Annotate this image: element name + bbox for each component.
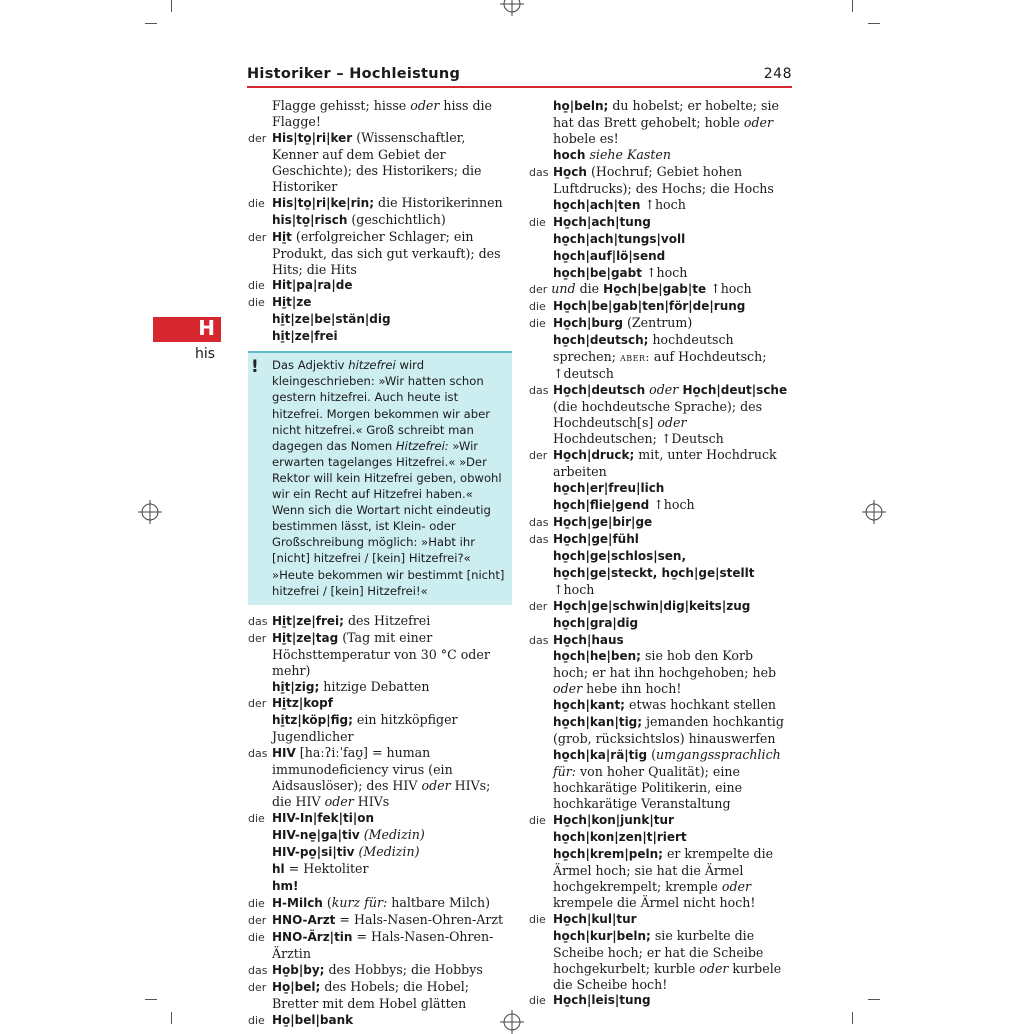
dictionary-entry	[248, 328, 512, 345]
dictionary-entry	[529, 514, 792, 531]
headword: HIV-In|fek|ti|on	[272, 811, 375, 826]
headword: Ho̱ch|deut|sche	[678, 383, 788, 398]
italic-note: (Medizin)	[359, 827, 425, 843]
headword: His|to̱|ri|ke|rin;	[272, 195, 375, 210]
note-text: wird kleingeschrieben: »Wir hatten schon gestern hitzefrei. Auch heute ist hitzefrei. Morgen bekommen wir aber nicht hitzefrei.« Groß schreibt man dagegen das Nomen	[272, 358, 490, 453]
article: der	[529, 283, 548, 297]
dictionary-entry	[248, 962, 512, 979]
dictionary-entry	[248, 277, 512, 294]
dictionary-entry	[529, 480, 792, 497]
dictionary-entry	[248, 912, 512, 929]
italic-note: oder	[410, 98, 440, 113]
crop-mark	[852, 0, 853, 12]
article: die	[529, 994, 546, 1008]
crop-mark	[145, 999, 157, 1000]
headword: hi̱t|ze|be|stän|dig	[272, 312, 391, 327]
headword: hi̱tz|köp|fig;	[272, 713, 353, 728]
headword: H-Milch	[272, 895, 323, 910]
dictionary-entry	[248, 613, 512, 630]
article: das	[529, 165, 549, 179]
dictionary-entry	[248, 195, 512, 212]
headword: ho̱ch|gra|dig	[553, 615, 639, 630]
italic-note: oder	[421, 778, 451, 794]
italic-note: (Medizin)	[354, 844, 420, 860]
italic-note: siehe Kasten	[589, 146, 671, 162]
dictionary-entry	[529, 928, 792, 993]
dictionary-entry	[529, 197, 792, 214]
definition: ↑hoch	[649, 496, 695, 512]
headword: Hi̱t|ze|tag	[272, 630, 339, 645]
dictionary-entry	[529, 697, 792, 714]
headword: ho̱ch|flie|gend	[553, 497, 650, 512]
headword: his|to̱|risch	[272, 212, 348, 227]
headword: ho̱ch|auf|lö|send	[553, 248, 666, 263]
definition: (	[322, 894, 332, 910]
definition: hochdeutsch sprechen;	[553, 332, 734, 365]
headword: ho̱ch|kon|zen|t|riert	[553, 829, 687, 844]
definition: (geschichtlich)	[347, 211, 446, 227]
headword: HIV-po̱|si|tiv	[272, 845, 355, 860]
left-column	[248, 98, 512, 1029]
definition: [haːʔiːˈfaʊ̯] = human immunodeficiency virus (ein Aidsauslöser); des HIV	[272, 745, 453, 794]
entry-list	[248, 613, 512, 1029]
article: die	[529, 813, 546, 827]
definition: etwas hochkant stellen	[624, 697, 777, 713]
dictionary-entry	[529, 231, 792, 248]
headword: ho̱ch|ge|schlos|sen, ho̱ch|ge|steckt, ho̱ch|ge|stellt	[553, 548, 755, 580]
dictionary-entry	[529, 332, 792, 382]
article: die	[529, 912, 546, 926]
article: das	[248, 614, 268, 628]
headword: Ho̱ch|haus	[553, 632, 624, 647]
dictionary-entry	[529, 98, 792, 147]
entry-list	[248, 98, 512, 345]
headword: hm!	[272, 878, 299, 893]
headword: Ho̱ch|leis|tung	[553, 993, 651, 1008]
headword: Hi̱t	[272, 229, 292, 244]
article: das	[529, 384, 549, 398]
headword: ho̱ch|ach|tungs|voll	[553, 231, 686, 246]
conjunction: und	[551, 281, 576, 297]
article: der	[529, 449, 548, 463]
dictionary-entry	[529, 248, 792, 265]
headword: HNO-Ärz|tin	[272, 929, 353, 944]
definition: des Hobels; die Hobel; Bretter mit dem Hobel glätten	[272, 978, 470, 1011]
headword: Ho̱ch	[553, 164, 587, 179]
article: die	[248, 196, 265, 210]
italic-note: kurz für:	[331, 894, 388, 910]
dictionary-entry	[248, 695, 512, 712]
registration-mark-icon	[500, 0, 524, 16]
headword: Ho̱ch|be|gab|ten|för|de|rung	[553, 299, 746, 314]
definition: krempele die Ärmel nicht hoch!	[553, 894, 756, 910]
definition: ↑hoch	[706, 281, 752, 297]
dictionary-entry	[248, 679, 512, 696]
dictionary-entry	[529, 548, 792, 598]
italic-note: oder	[721, 878, 751, 894]
dictionary-entry	[248, 98, 512, 130]
headword: ho̱ch|deutsch;	[553, 333, 649, 348]
definition: (Zentrum)	[622, 315, 693, 331]
article: der	[248, 230, 267, 244]
dictionary-entry	[529, 214, 792, 231]
definition: sie kurbelte die Scheibe hoch; er hat die Scheibe hochgekurbelt; kurble	[553, 927, 764, 976]
note-emphasis: hitzefrei	[348, 358, 396, 373]
entry-list	[529, 98, 792, 1009]
definition: auf Hochdeutsch; ↑deutsch	[553, 349, 767, 382]
article: die	[248, 296, 265, 310]
definition: = Hals-Nasen-Ohren-Ärztin	[272, 928, 494, 961]
dictionary-entry	[529, 911, 792, 928]
definition: = Hektoliter	[284, 861, 369, 876]
dictionary-entry	[248, 712, 512, 745]
dictionary-entry	[529, 531, 792, 548]
dictionary-entry	[529, 164, 792, 197]
dictionary-entry	[248, 929, 512, 962]
definition: (	[647, 747, 657, 763]
definition: des Hobbys; die Hobbys	[324, 961, 483, 977]
headword: His|to̱|ri|ker	[272, 130, 353, 145]
thumb-index-label: his	[195, 346, 216, 362]
dictionary-entry	[248, 844, 512, 861]
dictionary-entry	[529, 615, 792, 632]
definition: die Historikerinnen	[374, 194, 503, 210]
definition: hobele es!	[553, 130, 619, 146]
headword: Ho̱ch|burg	[553, 316, 623, 331]
dictionary-entry	[529, 447, 792, 480]
article: die	[248, 930, 265, 944]
crop-mark	[171, 1012, 172, 1024]
note-box	[248, 351, 512, 604]
headword: Ho̱ch|kon|junk|tur	[553, 812, 674, 827]
definition: (erfolgreicher Schlager; ein Produkt, das sich gut verkauft); des Hits; die Hits	[272, 228, 501, 277]
article: der	[248, 980, 267, 994]
dictionary-entry	[248, 1012, 512, 1029]
dictionary-entry	[248, 212, 512, 229]
page-number: 248	[763, 66, 792, 82]
dictionary-entry	[248, 878, 512, 895]
article: das	[248, 963, 268, 977]
headword: Hi̱tz|kopf	[272, 696, 333, 711]
dictionary-entry	[248, 810, 512, 827]
right-column	[529, 98, 792, 1009]
note-emphasis: Hitzefrei:	[395, 438, 449, 453]
headword: Ho̱ch|ach|tung	[553, 214, 651, 229]
italic-note: oder	[553, 681, 583, 697]
headword: ho̱ch|ka|rä|tig	[553, 748, 648, 763]
article: das	[529, 532, 549, 546]
dictionary-entry	[248, 311, 512, 328]
definition: du hobelst; er hobelte; sie hat das Brett gehobelt; hoble	[553, 98, 779, 130]
definition: er krempelte die Ärmel hoch; sie hat die Ärmel hochgekrempelt; kremple	[553, 845, 774, 894]
italic-note: umgangssprachlich für:	[553, 747, 781, 780]
dictionary-entry	[248, 630, 512, 679]
headword: Hi̱t|ze	[272, 295, 312, 310]
headword: ho̱ch|he|ben;	[553, 649, 641, 664]
dictionary-entry	[248, 861, 512, 878]
running-head-title: Historiker – Hochleistung	[247, 66, 461, 82]
crop-mark	[868, 999, 880, 1000]
definition: hitzige Debatten	[319, 678, 430, 694]
definition: (die hochdeutsche Sprache); des Hochdeutsch[s]	[553, 399, 763, 431]
definition: kurbele die Scheibe hoch!	[553, 960, 782, 992]
definition: von hoher Qualität); eine hochkarätige Politikerin, eine hochkarätige Veranstaltung	[553, 764, 743, 812]
dictionary-entry	[248, 827, 512, 844]
definition: mit, unter Hochdruck arbeiten	[553, 447, 777, 479]
dictionary-entry	[529, 648, 792, 697]
headword: hoch	[553, 147, 586, 162]
dictionary-entry	[529, 812, 792, 829]
definition: (Hochruf; Gebiet hohen Luftdrucks); des Hochs; die Hochs	[553, 163, 774, 196]
article: die	[248, 812, 265, 826]
headword: ho̱ch|ach|ten	[553, 197, 641, 212]
article: die	[529, 317, 546, 331]
italic-note: oder	[649, 382, 679, 398]
headword: Ho̱ch|kul|tur	[553, 911, 637, 926]
headword: HNO-Arzt	[272, 912, 336, 927]
definition: (Wissenschaftler, Kenner auf dem Gebiet der Geschichte); des Historikers; die Historiker	[272, 129, 482, 194]
dictionary-entry	[248, 294, 512, 311]
headword: ho̱ch|kan|tig;	[553, 715, 643, 730]
definition: ↑hoch	[640, 196, 686, 212]
headword: HIV-ne̱|ga|tiv	[272, 828, 360, 843]
headword: ho̱ch|krem|peln;	[553, 846, 663, 861]
thumb-index-tab	[153, 317, 221, 342]
article: der	[248, 697, 267, 711]
definition: hebe ihn hoch!	[582, 681, 682, 697]
article: der	[529, 599, 548, 613]
dictionary-entry	[529, 632, 792, 649]
headword: Hit|pa|ra|de	[272, 278, 353, 293]
registration-mark-icon	[862, 500, 886, 524]
headword: Ho̱ch|ge|schwin|dig|keits|zug	[553, 598, 751, 613]
crop-mark	[852, 1012, 853, 1024]
definition: sie hob den Korb hoch; er hat ihn hochgehoben; heb	[553, 648, 777, 681]
thumb-index-letter: H	[198, 316, 215, 340]
definition: jemanden hochkantig (grob, rücksichtslos) hinauswerfen	[553, 714, 784, 747]
note-text: Das Adjektiv	[272, 358, 349, 373]
headword: ho̱ch|be|gabt	[553, 265, 642, 280]
headword: Hi̱t|ze|frei;	[272, 613, 344, 628]
headword: Ho̱ch|be|gab|te	[603, 282, 707, 297]
headword: hi̱t|ze|frei	[272, 329, 338, 344]
dictionary-entry	[529, 714, 792, 747]
definition: hiss die Flagge!	[272, 98, 493, 129]
definition: ein hitzköpfiger Jugendlicher	[272, 712, 458, 745]
italic-note: oder	[324, 794, 354, 810]
italic-note: oder	[657, 415, 687, 431]
definition: HIVs	[353, 794, 390, 810]
registration-mark-icon	[138, 500, 162, 524]
dictionary-entry	[529, 382, 792, 447]
dictionary-entry	[248, 130, 512, 195]
article: das	[248, 747, 268, 761]
definition: = Hals-Nasen-Ohren-Arzt	[335, 911, 504, 927]
italic-note: oder	[743, 114, 773, 130]
headword: Ho̱ch|ge|bir|ge	[553, 514, 653, 529]
dictionary-entry	[248, 979, 512, 1012]
headword: Ho̱|bel|bank	[272, 1012, 354, 1027]
headword: HIV	[272, 746, 296, 761]
headword: ho̱|beln;	[553, 99, 609, 113]
dictionary-entry	[529, 497, 792, 514]
dictionary-entry	[529, 992, 792, 1009]
headword: ho̱ch|kur|beln;	[553, 928, 651, 943]
dictionary-entry	[529, 598, 792, 615]
entry-prefix	[551, 281, 603, 296]
article: der	[248, 913, 267, 927]
definition: (Tag mit einer Höchsttemperatur von 30 °C oder mehr)	[272, 629, 490, 678]
headword: hl	[272, 862, 285, 876]
definition: Flagge gehisst; hisse	[272, 98, 411, 113]
dictionary-entry	[529, 265, 792, 282]
italic-note: oder	[699, 960, 729, 976]
definition: Hochdeutschen; ↑Deutsch	[553, 431, 724, 447]
headword: ho̱ch|er|freu|lich	[553, 480, 665, 495]
running-head	[247, 64, 792, 88]
dictionary-entry	[248, 745, 512, 810]
article: die	[248, 279, 265, 293]
dictionary-entry	[529, 829, 792, 846]
dictionary-entry	[529, 147, 792, 164]
article: die	[579, 281, 600, 297]
headword: Ho̱|bel;	[272, 979, 321, 994]
headword: Ho̱ch|druck;	[553, 448, 635, 463]
dictionary-entry	[529, 315, 792, 332]
article: das	[529, 515, 549, 529]
crop-mark	[145, 23, 157, 24]
definition: ↑hoch	[641, 264, 688, 280]
note-text: »Wir erwarten tagelanges Hitzefrei.« »Der Rektor will kein Hitzefrei geben, obwohl wir ein Recht auf Hitzefrei haben.« Wenn sich die Wortart nicht eindeutig bestimmen lässt, ist Klein- oder Großschreibung möglich: »Habt ihr [nicht] hitzefrei / [kein] Hitzefrei?« »Heute bekommen wir bestimmt [nicht] hitzefrei / [kein] Hitzefrei!«	[272, 438, 505, 598]
headword: Ho̱b|by;	[272, 962, 325, 977]
exclamation-icon: !	[251, 357, 259, 378]
dictionary-entry	[529, 846, 792, 911]
dictionary-entry	[529, 281, 792, 298]
definition: ↑hoch	[553, 581, 595, 597]
article: der	[248, 131, 267, 145]
crop-mark	[171, 0, 172, 12]
article: das	[529, 633, 549, 647]
article: die	[248, 1013, 265, 1027]
article: die	[529, 215, 546, 229]
headword: Ho̱ch|deutsch	[553, 383, 646, 398]
definition: HIVs; die HIV	[272, 778, 491, 810]
dictionary-entry	[529, 747, 792, 812]
crop-mark	[868, 23, 880, 24]
dictionary-entry	[248, 895, 512, 912]
small-caps-note: aber:	[619, 350, 650, 365]
definition: des Hitzefrei	[343, 612, 431, 628]
article: die	[248, 896, 265, 910]
dictionary-entry	[248, 229, 512, 278]
headword: ho̱ch|kant;	[553, 698, 625, 713]
headword: hi̱t|zig;	[272, 679, 320, 694]
dictionary-entry	[529, 298, 792, 315]
definition: haltbare Milch)	[387, 894, 491, 910]
article: der	[248, 631, 267, 645]
article: die	[529, 300, 546, 314]
headword: Ho̱ch|ge|fühl	[553, 531, 639, 546]
